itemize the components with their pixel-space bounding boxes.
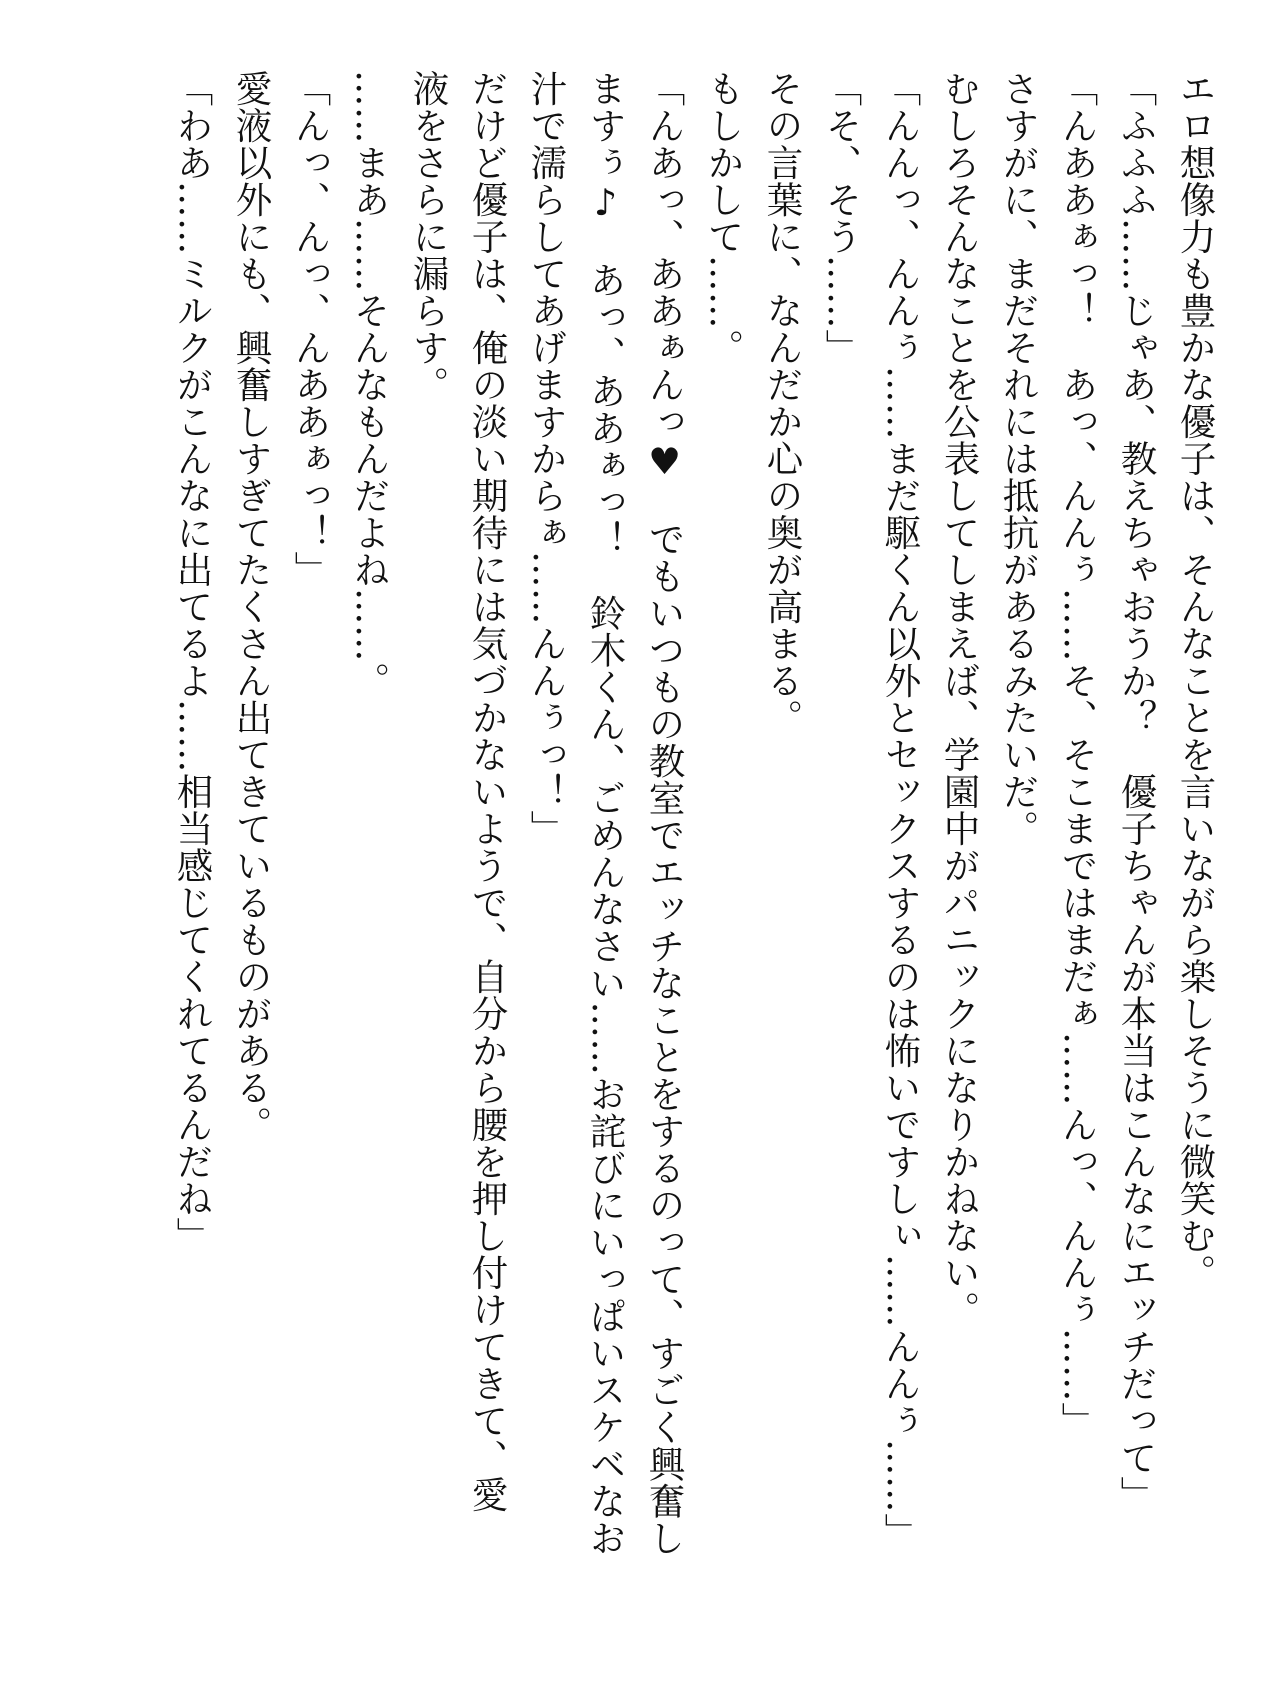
text-line: ……まあ……そんなもんだよね……。 [348, 70, 391, 699]
text-line: 汁で濡らしてあげますからぁ……んんぅっ！」 [525, 70, 568, 847]
text-line: 「そ、そう……」 [820, 70, 863, 366]
text-line: ますぅ♪ あっ、ああぁっ！ 鈴木くん、ごめんなさい……お詫びにいっぱいスケベなお [584, 70, 627, 1557]
text-line: さすがに、まだそれには抵抗があるみたいだ。 [997, 70, 1040, 847]
text-line: むしろそんなことを公表してしまえば、学園中がパニックになりかねない。 [938, 70, 981, 1328]
text-line: 「んあっ、ああぁんっ♥ でもいつもの教室でエッチなことをするのって、すごく興奮し [643, 70, 686, 1557]
text-line: 「んんっ、んんぅ……まだ駆くん以外とセックスするのは怖いですしぃ……んんぅ……」 [879, 70, 922, 1550]
text-line: 「んっ、んっ、んああぁっ！」 [289, 70, 332, 588]
text-line: エロ想像力も豊かな優子は、そんなことを言いながら楽しそうに微笑む。 [1174, 70, 1217, 1291]
text-line: 「ふふふ……じゃあ、教えちゃおうか？ 優子ちゃんが本当はこんなにエッチだって」 [1115, 70, 1158, 1513]
text-line: その言葉に、なんだか心の奥が高まる。 [761, 70, 804, 736]
text-line: もしかして……。 [702, 70, 745, 366]
text-line: 液をさらに漏らす。 [407, 70, 450, 403]
vertical-text-body [163, 70, 1225, 1660]
text-line: 「わあ……ミルクがこんなに出てるよ……相当感じてくれてるんだね」 [171, 70, 214, 1254]
text-line: 愛液以外にも、興奮しすぎてたくさん出てきているものがある。 [230, 70, 273, 1143]
text-line: 「んああぁっ！ あっ、んんぅ……そ、そこまではまだぁ……んっ、んんぅ……」 [1056, 70, 1099, 1439]
text-line: だけど優子は、俺の淡い期待には気づかないようで、自分から腰を押し付けてきて、愛 [466, 70, 509, 1513]
